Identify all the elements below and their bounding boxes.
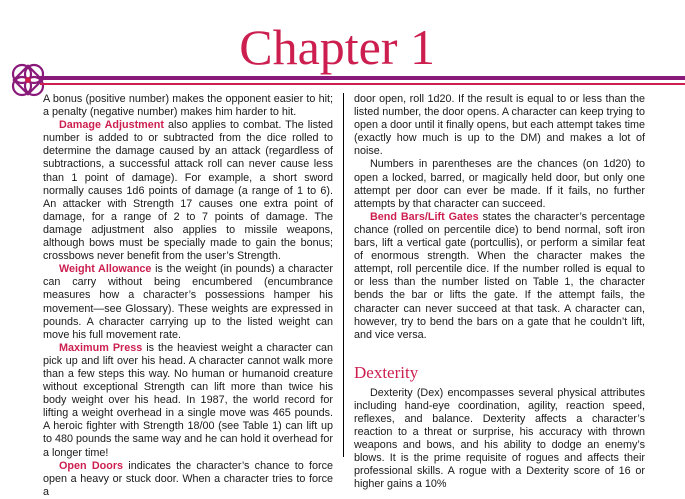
section-heading-dexterity: Dexterity: [354, 362, 419, 382]
term-weight-allowance: Weight Allowance: [59, 263, 152, 276]
header-rule-pink: [40, 83, 685, 85]
paragraph-open-doors: [43, 460, 333, 499]
paragraph-open-doors-continued: door open, roll 1d20. If the result is equal to or less than the listed number, the door opens. A character can keep trying to open a door until it finally opens, but each attempt takes time (exactly how much is up to the DM) and makes a lot of noise.: [354, 93, 645, 158]
chapter-title: Chapter 1: [239, 19, 435, 75]
paragraph-bend-bars: [354, 211, 645, 342]
weight-allowance-text: is the weight (in pounds) a character can carry without being encumbered (encumbrance measures how a character’s possessions hamper his movement—see Glossary). These weights are expressed in pounds. A character carrying up to the listed weight can move his full movement rate.: [43, 263, 333, 341]
header-rule-purple: [40, 76, 685, 80]
left-column: [43, 93, 333, 499]
term-bend-bars: Bend Bars/Lift Gates: [370, 210, 479, 223]
damage-adjustment-text: also applies to combat. The listed number is added to or subtracted from the dice rolled to determine the damage caused by an attack (regardless of subtractions, a successful attack roll can never cause less than 1 point of damage). For example, a short sword normally causes 1d6 points of damage (a range of 1 to 6). An attacker with Strength 17 causes one extra point of damage, for a range of 2 to 7 points of damage. The damage adjustment also applies to missile weapons, although bows must be specially made to gain the bonus; crossbows never benefit from the user’s Strength.: [43, 119, 333, 263]
column-divider: [343, 93, 344, 457]
paragraph-weight-allowance: [43, 263, 333, 342]
term-open-doors: Open Doors: [59, 459, 124, 472]
open-doors-text: indicates the character’s chance to force open a heavy or stuck door. When a character tries to force a: [43, 459, 333, 498]
paragraph-damage-adjustment: [43, 119, 333, 263]
paragraph-attack-bonus: A bonus (positive number) makes the opponent easier to hit; a penalty (negative number) makes him harder to hit.: [43, 93, 333, 119]
maximum-press-text: is the heaviest weight a character can pick up and lift over his head. A character cannot walk more than a few steps this way. No human or humanoid creature without exceptional Strength can lift more than twice his body weight over his head. In 1987, the world record for lifting a weight overhead in a single move was 465 pounds. A heroic fighter with Strength 18/00 (see Table 1) can lift up to 480 pounds the same way and he can hold it overhead for a longer time!: [43, 341, 333, 459]
paragraph-locked-doors: Numbers in parentheses are the chances (on 1d20) to open a locked, barred, or magically held door, but only one attempt per door can ever be made. If it fails, no further attempts by that character can succeed.: [354, 158, 645, 210]
bend-bars-text: states the character’s percentage chance (rolled on percentile dice) to bend normal, soft iron bars, lift a vertical gate (portcullis), or perform a similar feat of enormous strength. When the character makes the attempt, roll percentile dice. If the number rolled is equal to or less than the number listed on Table 1, the character bends the bar or lifts the gate. If the attempt fails, the character can never succeed at that task. A character can, however, try to bend the bars on a gate that he couldn’t lift, and vice versa.: [354, 210, 645, 341]
term-maximum-press: Maximum Press: [59, 341, 143, 354]
paragraph-dexterity: Dexterity (Dex) encompasses several physical attributes including hand-eye coordination, agility, reaction speed, reflexes, and balance. Dexterity affects a character’s reaction to a threat or surprise, his accuracy with thrown weapons and bows, and his ability to dodge an enemy’s blows. It is the prime requisite of rogues and affects their professional skills. A rogue with a Dexterity score of 16 or higher gains a 10%: [354, 386, 645, 491]
paragraph-maximum-press: [43, 342, 333, 460]
right-column: [354, 93, 645, 492]
term-damage-adjustment: Damage Adjustment: [59, 119, 164, 132]
